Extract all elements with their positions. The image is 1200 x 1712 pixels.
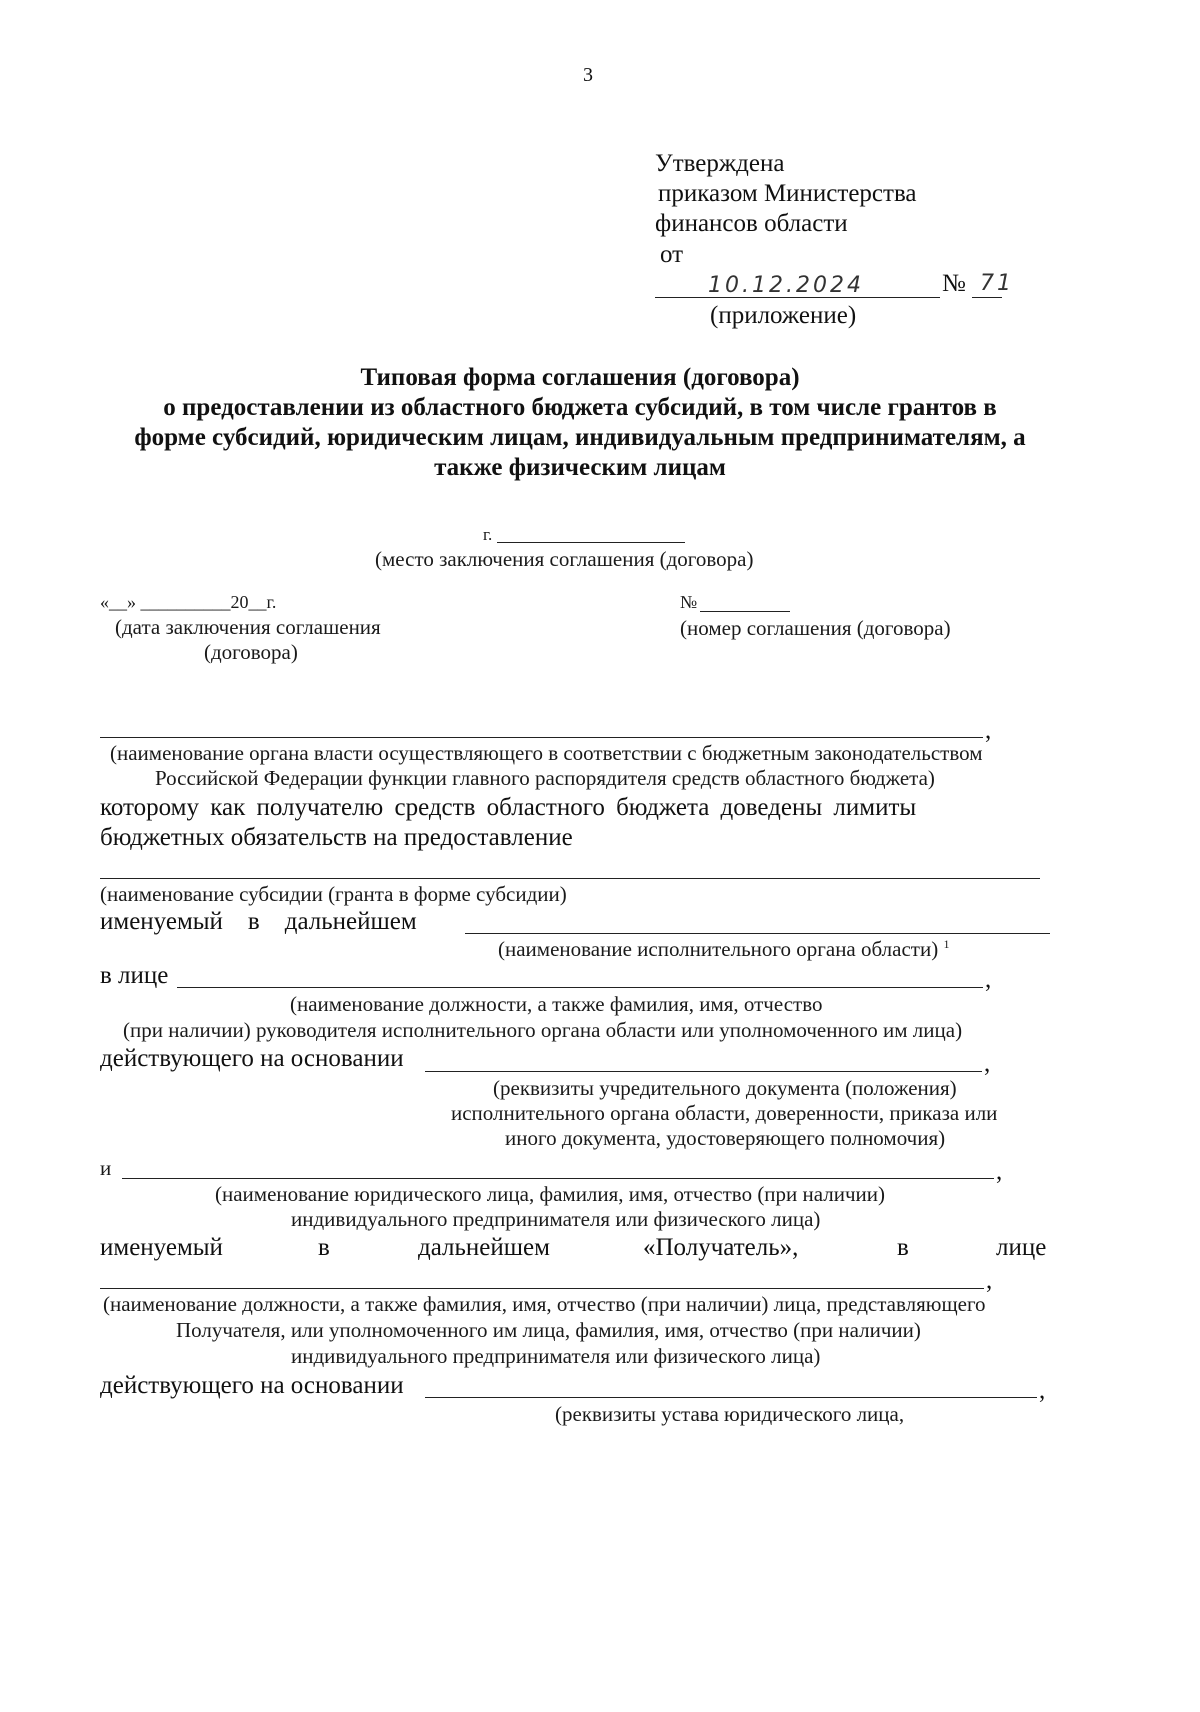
acting-on-basis-comma-2: , <box>1039 1377 1046 1404</box>
legal-entity-caption-2: индивидуального предпринимателя или физического лица) <box>291 1207 821 1231</box>
recipient-word-5: в <box>897 1234 909 1261</box>
approval-line-2: приказом Министерства <box>658 180 917 207</box>
approval-line-3: финансов области <box>655 210 848 237</box>
recipient-position-comma: , <box>986 1267 993 1294</box>
subsidy-caption: (наименование субсидии (гранта в форме субсидии) <box>100 882 567 906</box>
approval-date-line <box>655 297 940 298</box>
in-person-label: в лице <box>100 962 169 989</box>
title-line-2: о предоставлении из областного бюджета субсидий, в том числе грантов в <box>163 394 997 421</box>
requisites-caption-3: иного документа, удостоверяющего полномочия) <box>505 1126 946 1150</box>
named-in-further: именуемый в дальнейшем <box>100 908 417 935</box>
acting-on-basis-label: действующего на основании <box>100 1045 404 1072</box>
agreement-number-line <box>700 611 790 612</box>
page-number: 3 <box>583 64 593 86</box>
title-line-1: Типовая форма соглашения (договора) <box>360 364 800 391</box>
in-person-comma: , <box>985 966 992 993</box>
exec-body-caption <box>498 937 949 962</box>
title-line-3: форме субсидий, юридическим лицам, индивидуальным предпринимателям, а <box>134 424 1026 451</box>
legal-entity-caption-1: (наименование юридического лица, фамилия, имя, отчество (при наличии) <box>215 1182 886 1206</box>
footnote-mark: 1 <box>943 937 950 951</box>
recipient-word-3: дальнейшем <box>418 1234 550 1261</box>
authority-line <box>100 737 983 738</box>
recipient-position-line <box>100 1288 984 1289</box>
in-person-line <box>177 987 983 988</box>
authority-caption-2: Российской Федерации функции главного распорядителя средств областного бюджета) <box>155 766 935 790</box>
recipient-word-6: лице <box>996 1234 1047 1261</box>
acting-on-basis-line-2 <box>425 1397 1037 1398</box>
place-caption: (место заключения соглашения (договора) <box>375 547 754 571</box>
recipient-position-caption-2: Получателя, или уполномоченного им лица, фамилия, имя, отчество (при наличии) <box>176 1318 921 1342</box>
date-caption-1: (дата заключения соглашения <box>115 615 381 639</box>
title-line-4: также физическим лицам <box>434 454 726 481</box>
place-line <box>497 542 685 543</box>
legal-entity-comma: , <box>996 1158 1003 1185</box>
recipient-position-caption-3: индивидуального предпринимателя или физического лица) <box>291 1344 821 1368</box>
approval-line-1: Утверждена <box>655 150 785 177</box>
agreement-number-caption: (номер соглашения (договора) <box>680 616 951 640</box>
approval-line-4: от <box>660 241 684 268</box>
approval-number-label: № <box>942 270 966 297</box>
body-text-2: бюджетных обязательств на предоставление <box>100 824 573 851</box>
requisites-caption-1: (реквизиты учредительного документа (положения) <box>493 1076 957 1100</box>
body-text-1: которому как получателю средств областного бюджета доведены лимиты <box>100 794 917 821</box>
authority-caption-1: (наименование органа власти осуществляющего в соответствии с бюджетным законодательством <box>110 741 983 765</box>
acting-on-basis-line <box>425 1071 982 1072</box>
authority-comma: , <box>985 717 992 744</box>
approval-appendix: (приложение) <box>710 302 857 329</box>
and-label: и <box>100 1156 112 1180</box>
subsidy-line <box>100 878 1040 879</box>
requisites-caption-2: исполнительного органа области, доверенности, приказа или <box>451 1101 998 1125</box>
agreement-number-label: № <box>680 592 698 612</box>
approval-number-line <box>972 297 1002 298</box>
exec-body-line <box>465 933 1050 934</box>
legal-entity-line <box>122 1178 994 1179</box>
date-template: «__» __________20__г. <box>100 592 277 612</box>
acting-on-basis-comma: , <box>984 1050 991 1077</box>
position-caption-2: (при наличии) руководителя исполнительного органа области или уполномоченного им лица) <box>123 1018 963 1042</box>
acting-on-basis-label-2: действующего на основании <box>100 1372 404 1399</box>
approval-number: 71 <box>980 271 1014 296</box>
recipient-position-caption-1: (наименование должности, а также фамилия, имя, отчество (при наличии) лица, представляющего <box>103 1292 986 1316</box>
exec-body-caption-text: (наименование исполнительного органа области) <box>498 937 939 961</box>
recipient-word-2: в <box>318 1234 330 1261</box>
position-caption-1: (наименование должности, а также фамилия, имя, отчество <box>290 992 823 1016</box>
place-prefix: г. <box>483 525 493 544</box>
approval-date: 10.12.2024 <box>708 273 864 298</box>
charter-caption: (реквизиты устава юридического лица, <box>555 1402 905 1426</box>
recipient-word-1: именуемый <box>100 1234 223 1261</box>
date-caption-2: (договора) <box>204 640 298 664</box>
recipient-word-4: «Получатель», <box>643 1234 799 1261</box>
